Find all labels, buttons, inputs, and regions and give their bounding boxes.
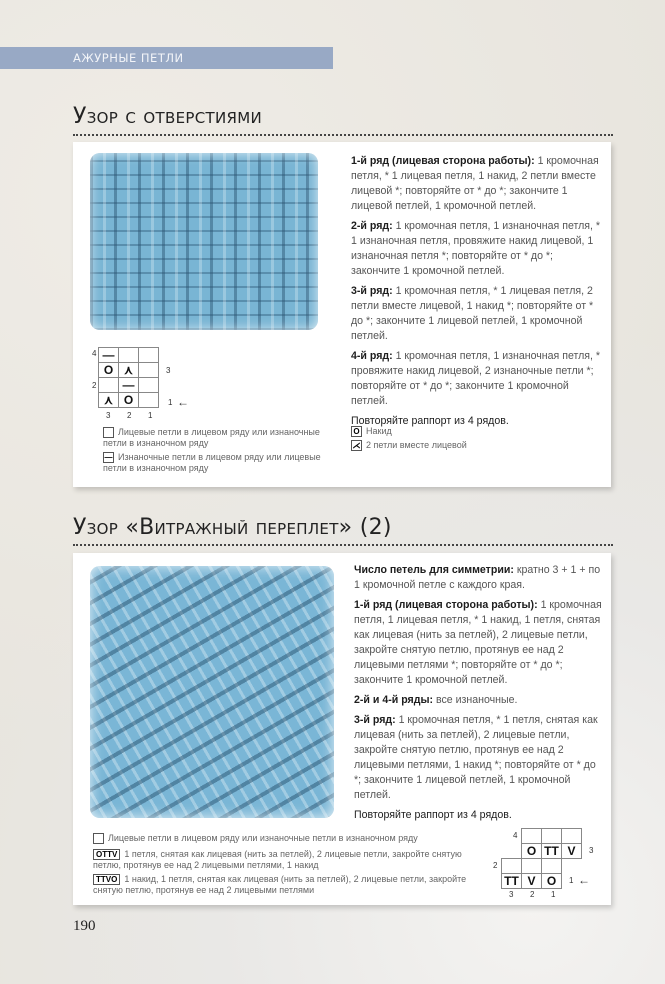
pattern2-instructions bbox=[354, 563, 604, 828]
yo-slip-knit-icon: TTVO bbox=[93, 874, 120, 885]
row-number: 1 bbox=[168, 398, 173, 407]
pattern2-chart-top: O TT V bbox=[521, 828, 582, 859]
yarn-over-icon: O bbox=[351, 426, 362, 437]
col-number: 2 bbox=[127, 411, 132, 420]
page-number: 190 bbox=[73, 918, 96, 934]
col-number: 1 bbox=[148, 411, 153, 420]
pattern2-title: Узор «Витражный переплет» (2) bbox=[73, 515, 392, 540]
pattern1-instructions bbox=[351, 154, 603, 434]
section-title: АЖУРНЫЕ ПЕТЛИ bbox=[73, 51, 184, 65]
legend-item: OTTV 1 петля, снятая как лицевая (нить за петлей), 2 лицевые петли, закройте снятую петлю, протянув ее над 2 лицевыми петлями, 1 накид bbox=[93, 849, 462, 871]
legend-item: ⋌ 2 петли вместе лицевой bbox=[352, 440, 467, 451]
row-instruction: 1-й ряд (лицевая сторона работы): 1 кромочная петля, 1 лицевая петля, * 1 накид, 1 петля, снятая как лицевая (нить за петлей), 2 лицевые петли, закройте снятую петлю, протянув ее над 2 лицевыми петлями *; повторяйте от * до *; закончите 1 кромочной петлей. bbox=[354, 599, 602, 686]
title-divider bbox=[73, 544, 613, 546]
row-instruction: 2-й ряд: 1 кромочная петля, 1 изнаночная петля, * 1 изнаночная петля, провяжите накид лицевой, 1 изнаночная петля *; повторяйте от * до *; закончите 1 кромочной петлей. bbox=[351, 220, 601, 277]
row-number: 3 bbox=[166, 366, 171, 375]
pattern1-card bbox=[73, 142, 611, 487]
repeat-note: Повторяйте раппорт из 4 рядов. bbox=[354, 809, 512, 821]
row-instruction: Число петель для симметрии: кратно 3 + 1 + по 1 кромочной петле с каждого края. bbox=[354, 564, 601, 591]
col-number: 3 bbox=[106, 411, 111, 420]
col-number: 1 bbox=[551, 890, 556, 899]
legend-item: Лицевые петли в лицевом ряду или изнаночные петли в изнаночном ряду bbox=[103, 427, 320, 449]
arrow-left-icon: ← bbox=[578, 873, 590, 887]
blank-square-icon bbox=[93, 833, 104, 844]
purl-dash-icon: — bbox=[104, 453, 113, 463]
row-instruction: 3-й ряд: 1 кромочная петля, * 1 петля, снятая как лицевая (нить за петлей), 2 лицевые петли, закройте снятую петлю, протянув ее над 2 лицевыми петлями, 1 накид *; повторяйте от * до *; закончите 1 лицевой петлей, 1 кромочной петлей. bbox=[354, 714, 598, 801]
row-number: 1 bbox=[569, 876, 574, 885]
blank-square-icon bbox=[103, 427, 114, 438]
legend-item: — Изнаночные петли в лицевом ряду или лицевые петли в изнаночном ряду bbox=[103, 452, 321, 474]
legend-item: TTVO 1 накид, 1 петля, снятая как лицевая (нить за петлей), 2 лицевые петли, закройте снятую петлю, протянув ее над 2 лицевыми петлями bbox=[93, 874, 467, 896]
pattern2-card bbox=[73, 553, 611, 905]
pattern1-title: Узор с отверстиями bbox=[73, 104, 262, 129]
row-number: 4 bbox=[92, 349, 97, 358]
k2tog-icon: ⋌ bbox=[352, 441, 361, 451]
pattern2-photo bbox=[90, 566, 334, 818]
pattern1-photo bbox=[90, 153, 318, 330]
row-number: 3 bbox=[589, 846, 594, 855]
section-header-bar bbox=[0, 47, 333, 69]
pattern1-chart: — O ⋏ — ⋏ O bbox=[98, 347, 159, 408]
pattern2-chart-bottom: TT V O bbox=[501, 858, 562, 889]
col-number: 3 bbox=[509, 890, 514, 899]
legend-item: O Накид bbox=[351, 426, 392, 437]
col-number: 2 bbox=[530, 890, 535, 899]
repeat-note: Повторяйте раппорт из 4 рядов. bbox=[351, 415, 509, 427]
title-divider bbox=[73, 134, 613, 136]
row-number: 2 bbox=[493, 861, 498, 870]
row-instruction: 4-й ряд: 1 кромочная петля, 1 изнаночная петля, * провяжите накид лицевой, 2 изнаночные петли *; повторяйте от * до *; закончите 1 кромочной петлей. bbox=[351, 350, 601, 407]
row-number: 4 bbox=[513, 831, 518, 840]
row-instruction: 2-й и 4-й ряды: все изнаночные. bbox=[354, 694, 518, 706]
legend-item: Лицевые петли в лицевом ряду или изнаночные петли в изнаночном ряду bbox=[93, 833, 483, 844]
arrow-left-icon: ← bbox=[177, 395, 189, 409]
row-instruction: 3-й ряд: 1 кромочная петля, * 1 лицевая петля, 2 петли вместе лицевой, 1 накид *; повторяйте от * до *; закончите 1 лицевой петлей, 1 кромочной петлей. bbox=[351, 285, 594, 342]
slip-knit-yo-icon: OTTV bbox=[93, 849, 120, 860]
row-instruction: 1-й ряд (лицевая сторона работы): 1 кромочная петля, * 1 лицевая петля, 1 накид, 2 петли вместе лицевой *; повторяйте от * до *; закончите 1 лицевой петлей, 1 кромочной петлей. bbox=[351, 155, 599, 212]
row-number: 2 bbox=[92, 381, 97, 390]
